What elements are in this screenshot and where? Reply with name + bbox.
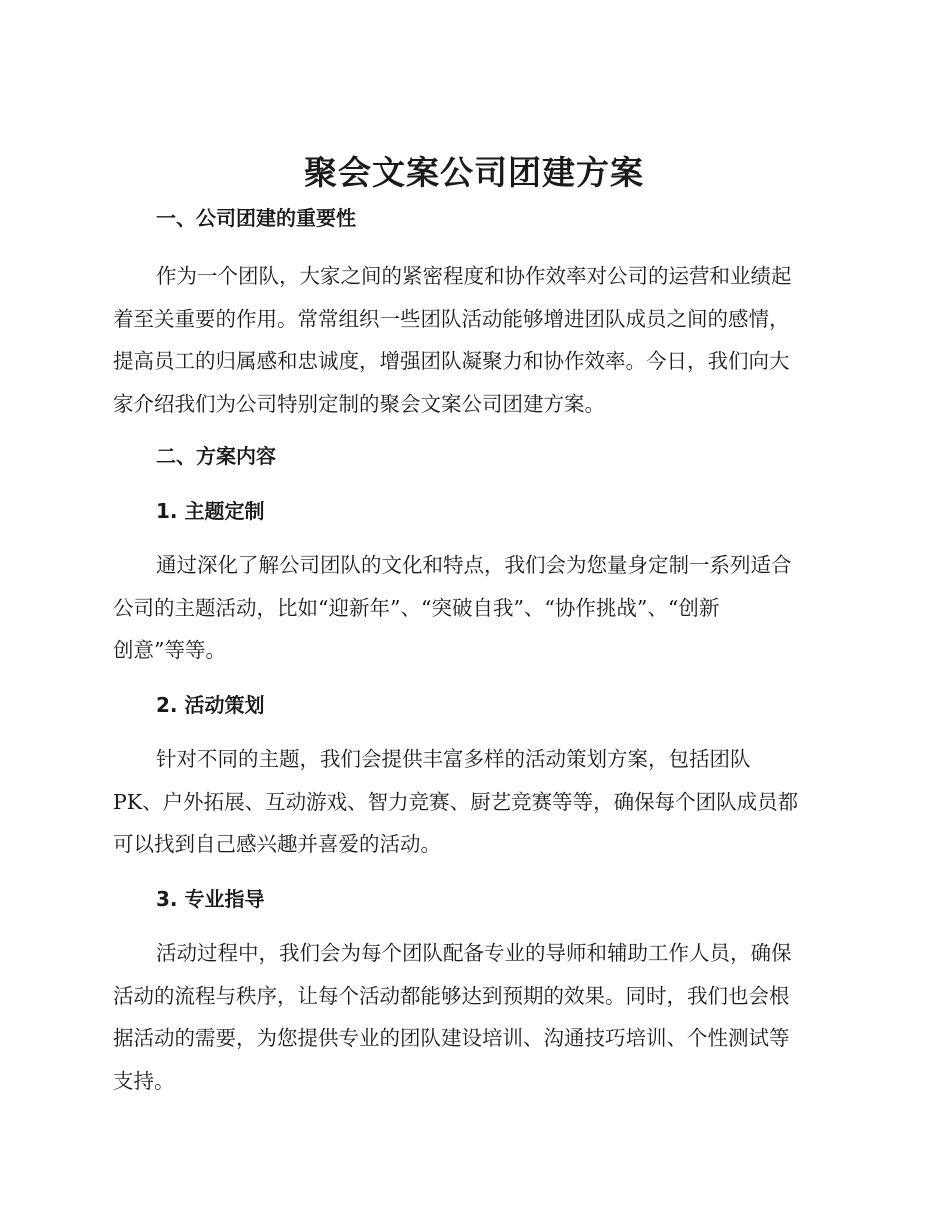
paragraph-line: 活动的流程与秩序，让每个活动都能够达到预期的效果。同时，我们也会根 xyxy=(113,983,790,1008)
paragraph-guidance xyxy=(113,932,835,1102)
paragraph-line: 针对不同的主题，我们会提供丰富多样的活动策划方案，包括团队 xyxy=(156,747,751,771)
item-heading-theme: 1. 主题定制 xyxy=(156,499,265,523)
paragraph-line: 活动过程中，我们会为每个团队配备专业的导师和辅助工作人员，确保 xyxy=(156,941,792,965)
paragraph-line: 据活动的需要，为您提供专业的团队建设培训、沟通技巧培训、个性测试等 xyxy=(113,1026,790,1050)
paragraph-line: PK、户外拓展、互动游戏、智力竞赛、厨艺竞赛等等，确保每个团队成员都 xyxy=(113,789,799,814)
paragraph-line: 创意”等等。 xyxy=(113,638,226,662)
item-heading-guidance: 3. 专业指导 xyxy=(156,887,265,911)
paragraph-line: 着至关重要的作用。常常组织一些团队活动能够增进团队成员之间的感情， xyxy=(113,306,790,331)
paragraph-theme xyxy=(113,544,835,672)
paragraph-line: 公司的主题活动，比如“迎新年”、“突破自我”、“协作挑战”、“创新 xyxy=(113,595,720,620)
paragraph-line: 支持。 xyxy=(113,1068,175,1093)
paragraph-line: 可以找到自己感兴趣并喜爱的活动。 xyxy=(113,832,441,856)
paragraph-line: 提高员工的归属感和忠诚度，增强团队凝聚力和协作效率。今日，我们向大 xyxy=(113,349,790,373)
section-heading-importance: 一、公司团建的重要性 xyxy=(156,206,356,230)
paragraph-line: 作为一个团队，大家之间的紧密程度和协作效率对公司的运营和业绩起 xyxy=(156,264,792,288)
paragraph-importance xyxy=(113,255,835,425)
paragraph-line: 通过深化了解公司团队的文化和特点，我们会为您量身定制一系列适合 xyxy=(156,553,792,577)
paragraph-planning xyxy=(113,738,835,866)
item-heading-planning: 2. 活动策划 xyxy=(156,693,265,717)
document-title: 聚会文案公司团建方案 xyxy=(304,153,644,192)
paragraph-line: 家介绍我们为公司特别定制的聚会文案公司团建方案。 xyxy=(113,391,605,416)
section-heading-content: 二、方案内容 xyxy=(156,444,276,468)
